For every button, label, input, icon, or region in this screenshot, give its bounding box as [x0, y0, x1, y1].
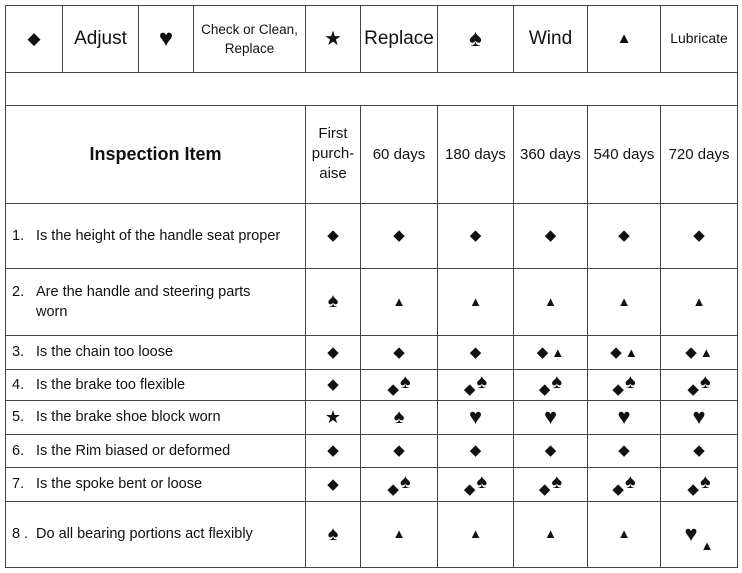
schedule-cell	[514, 268, 588, 335]
diamond-icon: ◆	[469, 227, 482, 244]
header-first-purchase: First purch- aise	[306, 105, 361, 203]
spade-icon: ♠	[469, 25, 482, 52]
diamond-icon: ◆	[544, 442, 557, 459]
triangle-icon: ▲	[469, 526, 482, 541]
triangle-icon: ▲	[469, 293, 482, 309]
schedule-cell	[514, 203, 588, 268]
triangle-icon: ▲	[692, 293, 706, 309]
spade-icon: ♠	[551, 371, 563, 393]
schedule-cell	[438, 203, 514, 268]
schedule-cell	[661, 400, 738, 434]
inspection-item-cell	[6, 434, 306, 467]
legend-spade-cell	[438, 6, 514, 73]
spade-icon: ♠	[399, 470, 411, 493]
inspection-item-cell	[6, 501, 306, 567]
item-text: Is the height of the handle seat proper	[36, 227, 281, 244]
schedule-cell	[361, 400, 438, 434]
spade-icon: ♠	[327, 290, 339, 312]
table-row	[6, 467, 738, 501]
spade-icon: ♠	[699, 470, 711, 493]
schedule-cell	[306, 501, 361, 567]
inspection-item-cell	[6, 268, 306, 335]
schedule-cell	[438, 268, 514, 335]
triangle-icon: ▲	[617, 526, 631, 541]
diamond-icon: ◆	[618, 227, 630, 244]
item-text: Are the handle and steering parts worn	[36, 283, 251, 320]
header-540-days: 540 days	[588, 105, 661, 203]
schedule-cell	[361, 501, 438, 567]
schedule-cell	[588, 203, 661, 268]
item-text: Is the brake shoe block worn	[36, 409, 221, 425]
heart-icon: ♥	[692, 404, 706, 429]
diamond-icon: ◆	[612, 381, 624, 398]
schedule-cell	[661, 434, 738, 467]
spade-icon: ♠	[393, 405, 405, 428]
diamond-icon: ◆	[610, 343, 622, 361]
schedule-cell	[588, 434, 661, 467]
table-row	[6, 335, 738, 369]
inspection-item-cell	[6, 203, 306, 268]
diamond-icon: ◆	[327, 442, 339, 459]
triangle-icon: ▲	[544, 293, 557, 309]
schedule-cell	[661, 369, 738, 400]
item-number: 4.	[12, 376, 25, 393]
schedule-cell	[438, 335, 514, 369]
legend-row	[6, 6, 738, 73]
star-icon: ★	[324, 27, 342, 50]
diamond-icon: ◆	[687, 381, 699, 398]
legend-diamond-cell	[6, 6, 63, 73]
schedule-cell	[514, 369, 588, 400]
schedule-cell	[306, 434, 361, 467]
spade-icon: ♠	[476, 371, 488, 393]
diamond-icon: ◆	[463, 381, 476, 398]
spacer-row	[6, 72, 738, 105]
diamond-icon: ◆	[327, 475, 339, 493]
table-body	[6, 203, 738, 567]
table-row	[6, 501, 738, 567]
schedule-cell	[588, 335, 661, 369]
item-number: 6.	[12, 442, 25, 459]
item-number: 3.	[12, 344, 25, 360]
schedule-cell	[514, 501, 588, 567]
triangle-icon: ▲	[392, 293, 406, 309]
triangle-icon: ▲	[624, 344, 638, 360]
schedule-cell	[514, 467, 588, 501]
heart-icon: ♥	[617, 404, 631, 429]
schedule-cell	[306, 467, 361, 501]
triangle-icon: ▲	[551, 344, 565, 360]
diamond-icon: ◆	[327, 343, 339, 361]
spade-icon: ♠	[624, 371, 636, 393]
inspection-item-cell	[6, 335, 306, 369]
schedule-cell	[306, 369, 361, 400]
item-text: Is the Rim biased or deformed	[36, 442, 231, 459]
table-row	[6, 434, 738, 467]
diamond-icon: ◆	[685, 343, 697, 361]
item-number: 5.	[12, 409, 25, 425]
schedule-table	[5, 72, 738, 568]
schedule-cell	[438, 501, 514, 567]
diamond-icon: ◆	[469, 442, 482, 459]
schedule-cell	[306, 268, 361, 335]
inspection-item-cell	[6, 467, 306, 501]
diamond-icon: ◆	[327, 376, 339, 393]
table-row	[6, 369, 738, 400]
legend-check-cell	[194, 6, 306, 73]
diamond-icon: ◆	[393, 442, 405, 459]
diamond-icon: ◆	[687, 480, 699, 498]
triangle-icon: ▲	[392, 526, 406, 541]
schedule-cell	[661, 203, 738, 268]
inspection-table	[5, 5, 738, 568]
triangle-icon: ▲	[616, 30, 632, 47]
header-inspection-item: Inspection Item	[6, 105, 306, 203]
heart-icon: ♥	[684, 521, 698, 546]
schedule-cell	[306, 400, 361, 434]
triangle-icon: ▲	[617, 293, 631, 309]
spade-icon: ♠	[476, 470, 488, 493]
schedule-cell	[661, 467, 738, 501]
schedule-cell	[661, 501, 738, 567]
table-row	[6, 268, 738, 335]
diamond-icon: ◆	[538, 381, 551, 398]
schedule-cell	[361, 467, 438, 501]
triangle-icon: ▲	[700, 538, 714, 553]
header-60-days: 60 days	[361, 105, 438, 203]
schedule-cell	[306, 335, 361, 369]
legend-lubricate-cell	[661, 6, 738, 73]
schedule-cell	[588, 400, 661, 434]
item-number: 8 .	[12, 526, 29, 542]
item-text: Is the brake too flexible	[36, 376, 186, 393]
diamond-icon: ◆	[536, 343, 549, 361]
schedule-cell	[588, 467, 661, 501]
legend-heart-cell	[139, 6, 194, 73]
diamond-icon: ◆	[327, 227, 339, 244]
item-text: Is the spoke bent or loose	[36, 476, 203, 492]
schedule-cell	[361, 369, 438, 400]
spade-icon: ♠	[699, 371, 711, 393]
legend-replace-cell	[361, 6, 438, 73]
header-180-days: 180 days	[438, 105, 514, 203]
diamond-icon: ◆	[393, 343, 405, 361]
spade-icon: ♠	[551, 470, 563, 493]
diamond-icon: ◆	[612, 480, 624, 498]
heart-icon: ♥	[543, 404, 558, 429]
schedule-cell	[361, 268, 438, 335]
schedule-cell	[661, 268, 738, 335]
diamond-icon: ◆	[387, 480, 399, 498]
heart-icon: ♥	[158, 25, 174, 52]
legend-triangle-cell	[588, 6, 661, 73]
diamond-icon: ◆	[393, 227, 405, 244]
diamond-icon: ◆	[618, 442, 630, 459]
legend-label-adjust: Adjust	[74, 28, 127, 49]
table-row	[6, 400, 738, 434]
triangle-icon: ▲	[544, 526, 557, 541]
legend-label-replace: Replace	[364, 28, 434, 49]
schedule-cell	[514, 335, 588, 369]
legend-label-check-line1: Check or Clean,	[201, 22, 298, 37]
header-720-days: 720 days	[661, 105, 738, 203]
diamond-icon: ◆	[27, 28, 41, 48]
schedule-cell	[306, 203, 361, 268]
schedule-cell	[361, 203, 438, 268]
item-number: 2.	[12, 283, 25, 300]
schedule-cell	[588, 268, 661, 335]
spade-icon: ♠	[399, 371, 411, 393]
legend-table	[5, 5, 738, 73]
legend-wind-cell	[514, 6, 588, 73]
diamond-icon: ◆	[469, 343, 482, 361]
spade-icon: ♠	[624, 470, 636, 493]
legend-star-cell	[306, 6, 361, 73]
schedule-cell	[661, 335, 738, 369]
schedule-cell	[438, 369, 514, 400]
table-row	[6, 203, 738, 268]
schedule-cell	[438, 400, 514, 434]
item-number: 1.	[12, 227, 25, 244]
heart-icon: ♥	[468, 404, 483, 429]
header-row	[6, 105, 738, 203]
legend-label-lubricate: Lubricate	[670, 30, 728, 46]
item-number: 7.	[12, 476, 25, 492]
schedule-cell	[514, 434, 588, 467]
star-icon: ★	[324, 406, 342, 427]
schedule-cell	[361, 335, 438, 369]
schedule-cell	[361, 434, 438, 467]
schedule-cell	[514, 400, 588, 434]
schedule-cell	[588, 501, 661, 567]
inspection-item-cell	[6, 400, 306, 434]
diamond-icon: ◆	[463, 480, 476, 498]
diamond-icon: ◆	[538, 480, 551, 498]
diamond-icon: ◆	[693, 442, 705, 459]
diamond-icon: ◆	[544, 227, 557, 244]
diamond-icon: ◆	[387, 381, 399, 398]
item-text: Do all bearing portions act flexibly	[36, 526, 253, 542]
schedule-cell	[438, 467, 514, 501]
legend-label-wind: Wind	[528, 28, 573, 49]
schedule-cell	[438, 434, 514, 467]
inspection-item-cell	[6, 369, 306, 400]
legend-adjust-cell	[63, 6, 139, 73]
triangle-icon: ▲	[699, 344, 713, 360]
spade-icon: ♠	[327, 522, 339, 545]
header-360-days: 360 days	[514, 105, 588, 203]
item-text: Is the chain too loose	[36, 344, 174, 360]
diamond-icon: ◆	[693, 227, 705, 244]
schedule-cell	[588, 369, 661, 400]
legend-label-check-line2: Replace	[224, 41, 275, 56]
